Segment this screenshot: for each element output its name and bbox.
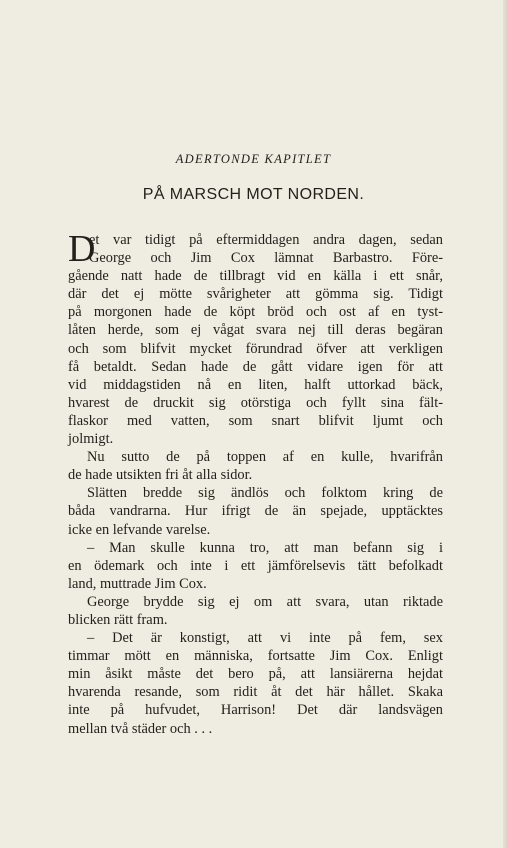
drop-cap: D xyxy=(68,228,96,270)
text-line: timmar mött en människa, fortsatte Jim Cox. Enligt xyxy=(68,648,443,665)
text-line: land, muttrade Jim Cox. xyxy=(68,575,207,592)
text-line: min åsikt måste det bero på, att lansiärerna hejdat xyxy=(68,666,443,683)
text-line: låten herde, som ej vågat svara nej till deras begäran xyxy=(68,322,443,339)
text-line: båda vandrarna. Hur ifrigt de än spejade, upptäcktes xyxy=(68,503,443,520)
text-line: få betaldt. Sedan hade de gått vidare igen för att xyxy=(68,358,443,375)
text-line: mellan två städer och . . . xyxy=(68,720,213,737)
text-line: på morgonen hade de köpt bröd och ost af en tyst- xyxy=(68,304,443,321)
text-line: et var tidigt på eftermiddagen andra dagen, sedan xyxy=(89,232,443,248)
text-line: Nu sutto de på toppen af en kulle, hvarifrån xyxy=(87,449,443,466)
text-line: icke en lefvande varelse. xyxy=(68,521,211,538)
text-line: inte på hufvudet, Harrison! Det där landsvägen xyxy=(68,702,443,719)
text-line: hvarenda resande, som ridit åt det här hållet. Skaka xyxy=(68,684,443,701)
text-line: de hade utsikten fri åt alla sidor. xyxy=(68,467,253,484)
text-line: Slätten bredde sig ändlös och folktom kring de xyxy=(87,485,443,502)
text-line: och som blifvit mycket förundrad öfver att verkligen xyxy=(68,340,443,357)
text-line: jolmigt. xyxy=(68,431,114,448)
text-line: George brydde sig ej om att svara, utan riktade xyxy=(87,593,443,610)
text-line: George och Jim Cox lämnat Barbastro. Före- xyxy=(89,250,443,267)
text-line: där det ej mötte svårigheter att gömma sig. Tidigt xyxy=(68,286,443,303)
text-line: – Man skulle kunna tro, att man befann sig i xyxy=(87,539,443,556)
chapter-label: ADERTONDE KAPITLET xyxy=(175,152,332,166)
text-line: – Det är konstigt, att vi inte på fem, sex xyxy=(87,630,443,647)
page-edge xyxy=(503,0,507,848)
text-line: hvarest de druckit sig otörstiga och fyllt sina fält- xyxy=(68,394,443,411)
text-line: blicken rätt fram. xyxy=(68,611,168,628)
body-text xyxy=(68,228,443,738)
first-paragraph-start xyxy=(68,228,443,270)
text-line: flaskor med vatten, som snart blifvit ljumt och xyxy=(68,412,443,429)
text-line: en ödemark och inte i ett jämförelsevis tätt befolkadt xyxy=(68,557,443,574)
text-line: vid middagstiden nå en liten, halft uttorkad bäck, xyxy=(68,376,443,393)
chapter-title: PÅ MARSCH MOT NORDEN. xyxy=(142,186,365,203)
text-line: gående natt hade de tillbragt vid en källa i ett snår, xyxy=(68,268,443,285)
